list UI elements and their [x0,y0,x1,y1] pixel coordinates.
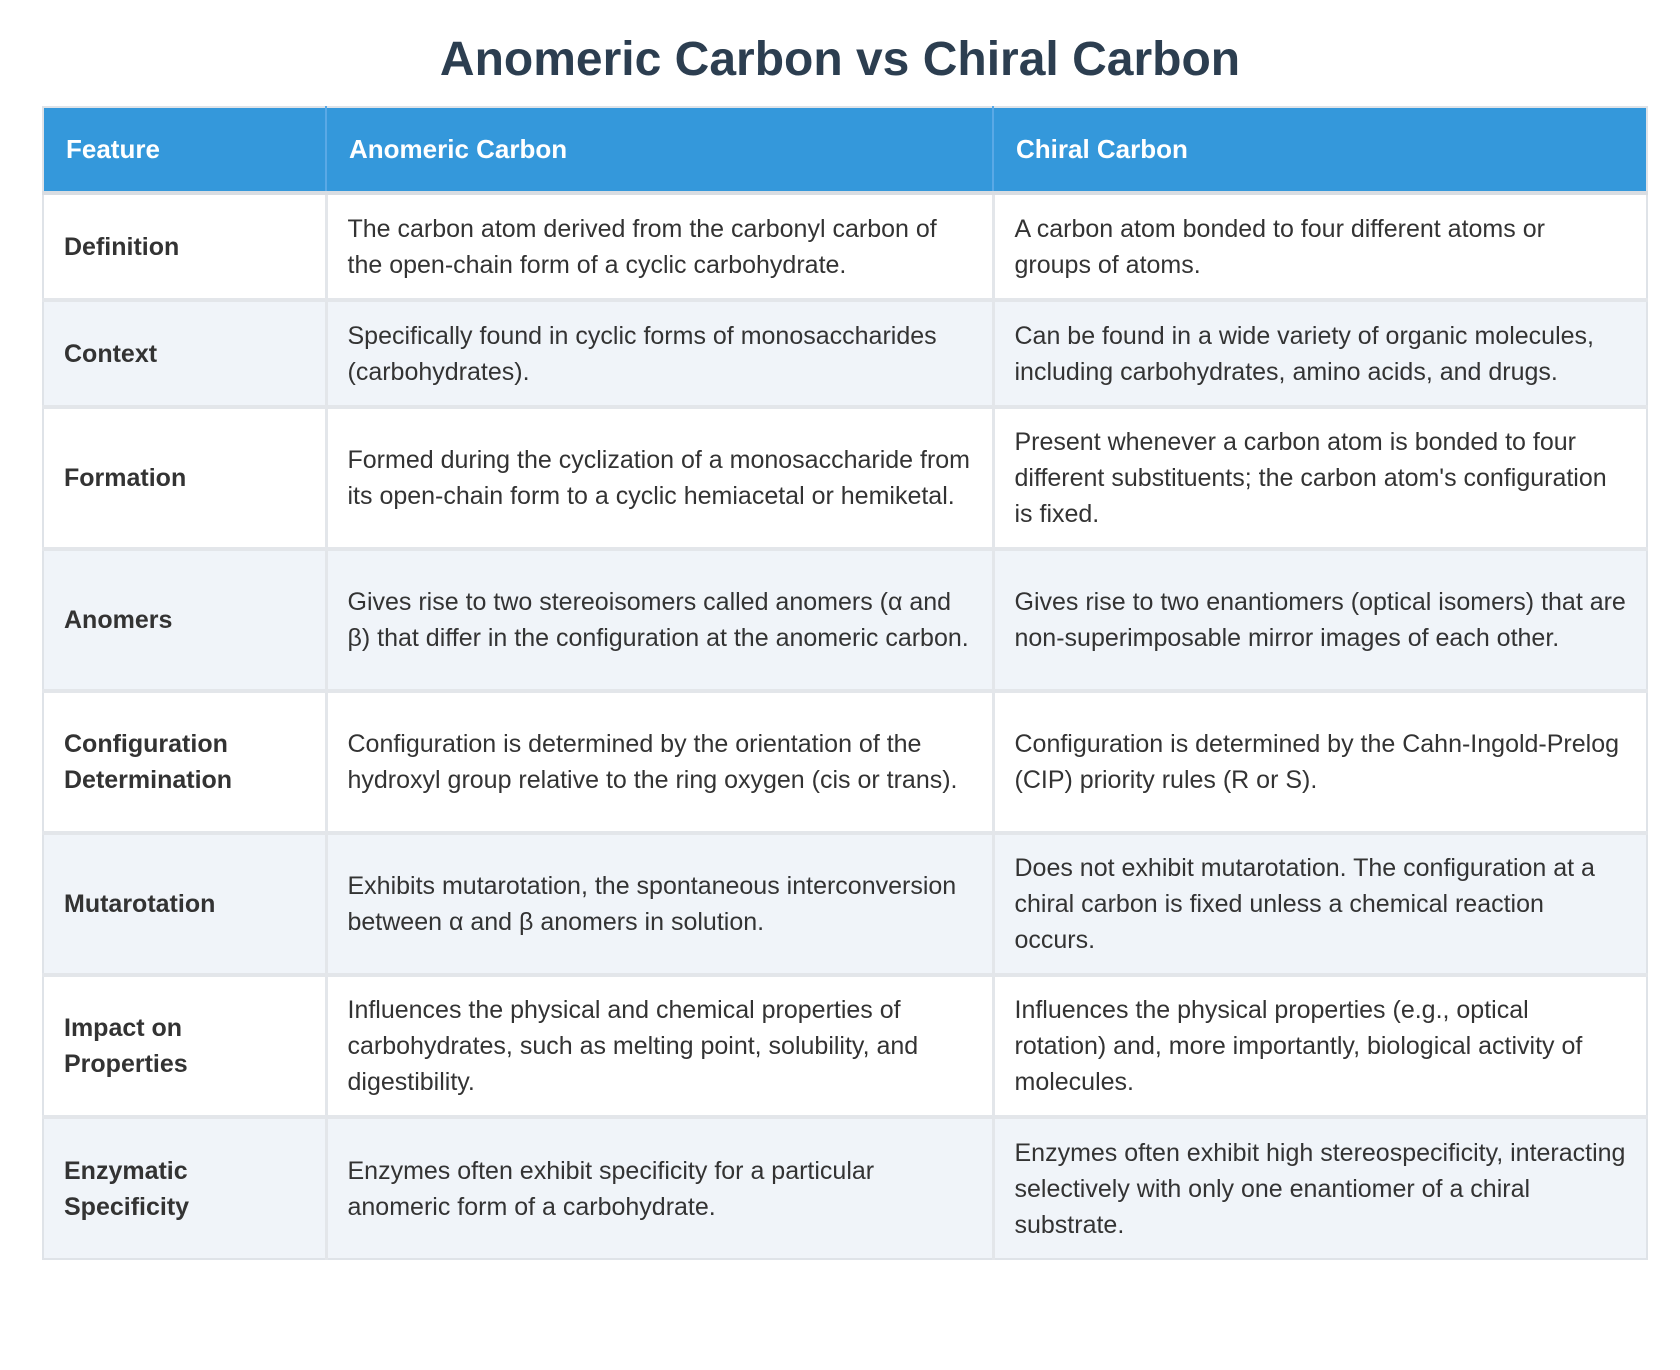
table-header-row [43,107,1647,193]
row-anomeric-cell: Enzymes often exhibit specificity for a particular anomeric form of a carbohydrate. [326,1117,993,1259]
row-chiral-cell: Configuration is determined by the Cahn-Ingold-Prelog (CIP) priority rules (R or S). [993,691,1647,833]
row-feature-cell: Context [43,300,326,407]
row-feature-cell: Definition [43,193,326,300]
row-anomeric-cell: Exhibits mutarotation, the spontaneous interconversion between α and β anomers in solution. [326,833,993,975]
table-row [43,549,1647,691]
row-feature-cell: Configuration Determination [43,691,326,833]
row-anomeric-cell: Specifically found in cyclic forms of monosaccharides (carbohydrates). [326,300,993,407]
table-row [43,975,1647,1117]
row-anomeric-cell: Configuration is determined by the orientation of the hydroxyl group relative to the ring oxygen (cis or trans). [326,691,993,833]
table-row [43,407,1647,549]
row-chiral-cell: Enzymes often exhibit high stereospecificity, interacting selectively with only one enantiomer of a chiral substrate. [993,1117,1647,1259]
row-chiral-cell: Influences the physical properties (e.g., optical rotation) and, more importantly, biological activity of molecules. [993,975,1647,1117]
row-feature-cell: Impact on Properties [43,975,326,1117]
row-chiral-cell: Does not exhibit mutarotation. The configuration at a chiral carbon is fixed unless a chemical reaction occurs. [993,833,1647,975]
row-feature-cell: Enzymatic Specificity [43,1117,326,1259]
row-chiral-cell: Present whenever a carbon atom is bonded to four different substituents; the carbon atom's configuration is fixed. [993,407,1647,549]
table-row [43,833,1647,975]
table-row [43,691,1647,833]
comparison-table [42,106,1648,1260]
header-chiral-carbon: Chiral Carbon [993,107,1647,193]
row-anomeric-cell: Formed during the cyclization of a monosaccharide from its open-chain form to a cyclic hemiacetal or hemiketal. [326,407,993,549]
row-feature-cell: Anomers [43,549,326,691]
page-title: Anomeric Carbon vs Chiral Carbon [439,33,1241,86]
header-feature: Feature [43,107,326,193]
header-anomeric-carbon: Anomeric Carbon [326,107,993,193]
row-anomeric-cell: Influences the physical and chemical properties of carbohydrates, such as melting point, solubility, and digestibility. [326,975,993,1117]
row-feature-cell: Formation [43,407,326,549]
row-chiral-cell: Can be found in a wide variety of organic molecules, including carbohydrates, amino acids, and drugs. [993,300,1647,407]
row-chiral-cell: A carbon atom bonded to four different atoms or groups of atoms. [993,193,1647,300]
table-row [43,1117,1647,1259]
row-anomeric-cell: Gives rise to two stereoisomers called anomers (α and β) that differ in the configuration at the anomeric carbon. [326,549,993,691]
row-feature-cell: Mutarotation [43,833,326,975]
table-row [43,300,1647,407]
row-anomeric-cell: The carbon atom derived from the carbonyl carbon of the open-chain form of a cyclic carbohydrate. [326,193,993,300]
row-chiral-cell: Gives rise to two enantiomers (optical isomers) that are non-superimposable mirror images of each other. [993,549,1647,691]
table-row [43,193,1647,300]
